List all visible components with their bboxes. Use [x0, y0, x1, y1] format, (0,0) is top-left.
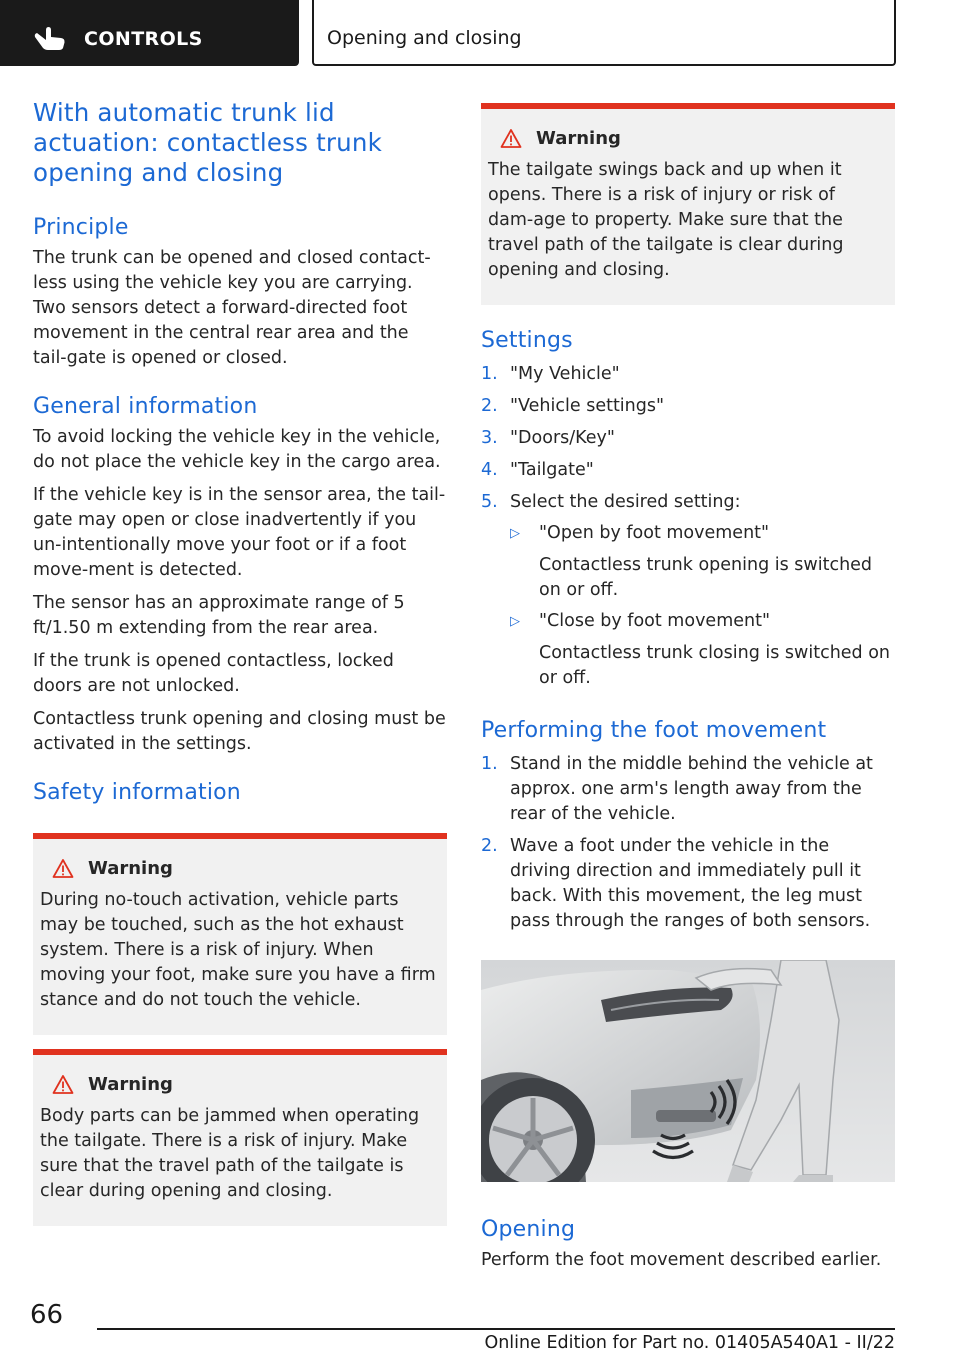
opening-heading: Opening — [481, 1217, 576, 1242]
step-number: 5. — [481, 492, 498, 512]
list-item — [481, 458, 895, 483]
left-column — [33, 98, 447, 1226]
warning-text: During no-touch activation, vehicle parts may be touched, such as the hot exhaust system. There is a risk of injury. When moving your foot, make sure you have a firm stance and do not touch the vehicle. — [40, 890, 436, 1010]
general-paragraph: If the vehicle key is in the sensor area, the tail-gate may open or close inadvertently if you un-intentionally move your foot or if a foot move-ment is detected. — [33, 485, 446, 580]
list-item — [481, 834, 895, 934]
header-section-title: CONTROLS — [84, 28, 203, 50]
settings-heading: Settings — [481, 328, 573, 353]
general-paragraph: If the trunk is opened contactless, locked doors are not unlocked. — [33, 651, 394, 696]
sub-list-item — [510, 521, 895, 603]
safety-heading: Safety information — [33, 780, 241, 805]
principle-heading: Principle — [33, 215, 129, 240]
step-number: 3. — [481, 428, 498, 448]
step-text: "Tailgate" — [510, 460, 594, 480]
right-column — [481, 103, 895, 1273]
step-number: 2. — [481, 396, 498, 416]
step-text: "Vehicle settings" — [510, 396, 665, 416]
list-item — [481, 752, 895, 827]
step-text: Select the desired setting: — [510, 492, 741, 512]
bullet-triangle-icon: ▷ — [510, 526, 520, 541]
step-text: "My Vehicle" — [510, 364, 620, 384]
warning-text: The tailgate swings back and up when it opens. There is a risk of injury or risk of dam-age to property. Make sure that the travel path of the tailgate is clear during opening and closing. — [488, 160, 844, 280]
principle-text: The trunk can be opened and closed contact-less using the vehicle key you are carrying. Two sensors detect a forward-directed foot movement in the central rear area and the tail-gate is opened or closed. — [33, 248, 431, 368]
general-paragraph: The sensor has an approximate range of 5 ft/1.50 m extending from the rear area. — [33, 593, 405, 638]
warning-title: Warning — [536, 127, 621, 149]
option-description: Contactless trunk closing is switched on or off. — [539, 643, 891, 688]
step-text: "Doors/Key" — [510, 428, 615, 448]
list-item — [481, 426, 895, 451]
warning-triangle-icon — [500, 128, 522, 149]
warning-box — [33, 1049, 447, 1226]
step-text: Wave a foot under the vehicle in the driving direction and immediately pull it back. With this movement, the leg must pass through the ranges of both sensors. — [510, 836, 871, 931]
general-paragraph: Contactless trunk opening and closing must be activated in the settings. — [33, 709, 446, 754]
warning-text: Body parts can be jammed when operating the tailgate. There is a risk of injury. Make sure that the travel path of the tailgate is clear during opening and closing. — [40, 1106, 420, 1201]
list-item — [481, 490, 895, 691]
footer-edition: Online Edition for Part no. 01405A540A1 - II/22 — [484, 1333, 895, 1353]
page-number: 66 — [30, 1300, 64, 1330]
warning-box — [33, 833, 447, 1035]
step-text: Stand in the middle behind the vehicle at approx. one arm's length away from the rear of the vehicle. — [510, 754, 873, 824]
warning-box — [481, 103, 895, 305]
footer-divider — [97, 1328, 895, 1330]
step-number: 2. — [481, 836, 498, 856]
header-chapter-title: Opening and closing — [327, 27, 522, 49]
step-number: 1. — [481, 754, 498, 774]
general-paragraph: To avoid locking the vehicle key in the vehicle, do not place the vehicle key in the cargo area. — [33, 427, 441, 472]
opening-text: Perform the foot movement described earlier. — [481, 1250, 882, 1270]
sub-list-item — [510, 609, 895, 691]
list-item — [481, 362, 895, 387]
general-heading: General information — [33, 394, 258, 419]
warning-triangle-icon — [52, 858, 74, 879]
list-item — [481, 394, 895, 419]
pointing-hand-icon — [34, 24, 68, 52]
foot-movement-heading: Performing the foot movement — [481, 718, 827, 743]
option-description: Contactless trunk opening is switched on or off. — [539, 555, 873, 600]
settings-steps — [481, 362, 895, 691]
page-title: With automatic trunk lid actuation: contactless trunk opening and closing — [33, 98, 383, 187]
bullet-triangle-icon: ▷ — [510, 614, 520, 629]
step-number: 4. — [481, 460, 498, 480]
step-number: 1. — [481, 364, 498, 384]
warning-title: Warning — [88, 857, 173, 879]
car-rear-illustration — [481, 960, 895, 1182]
warning-title: Warning — [88, 1073, 173, 1095]
warning-triangle-icon — [52, 1074, 74, 1095]
foot-movement-illustration — [481, 960, 895, 1182]
option-label: "Close by foot movement" — [539, 611, 771, 631]
header-chapter-tab — [312, 0, 896, 66]
option-label: "Open by foot movement" — [539, 523, 770, 543]
header-section-tab — [0, 0, 299, 66]
